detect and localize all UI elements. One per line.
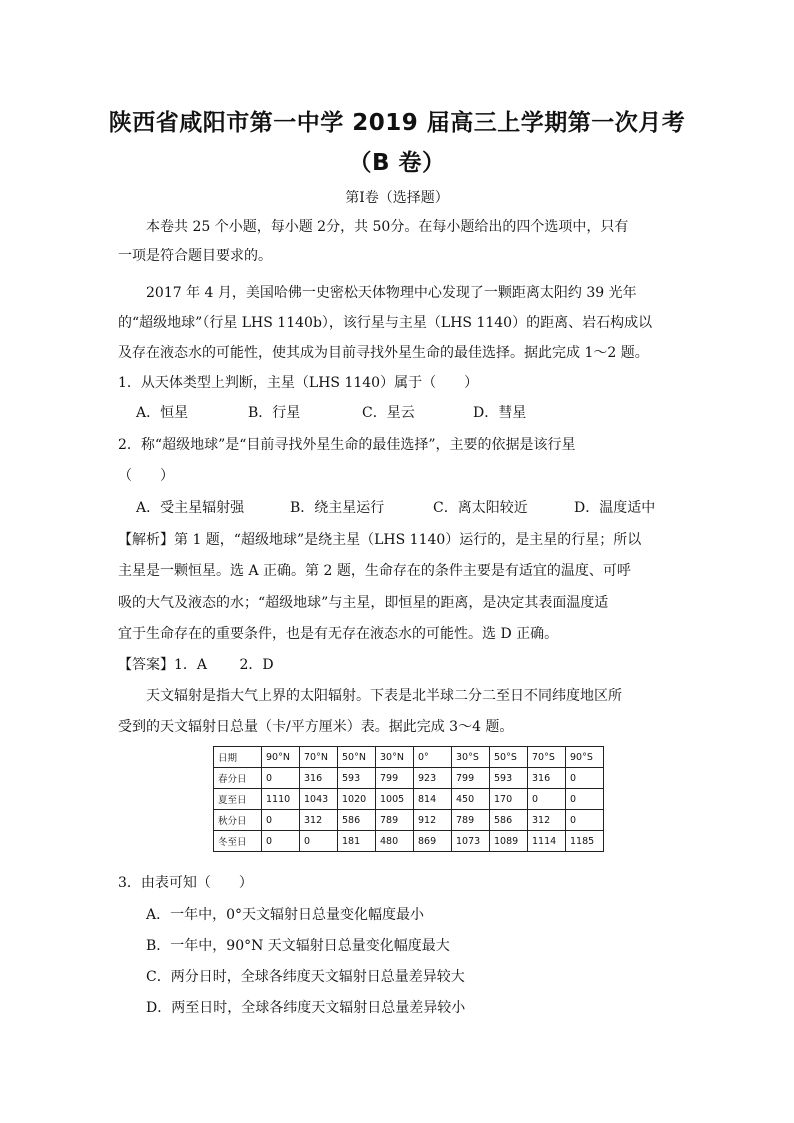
table-cell: 0 [262,768,300,789]
question-2-stem: 2．称“超级地球”是“目前寻找外星生命的最佳选择”，主要的依据是该行星 [118,437,576,453]
table-row [214,831,604,852]
table-cell: 0 [566,768,604,789]
table-cell: 450 [452,789,490,810]
option-d: D．温度适中 [574,500,656,516]
table-cell: 912 [414,810,452,831]
analysis-line-1: 【解析】第 1 题，“超级地球”是绕主星（LHS 1140）运行的，是主星的行星；所以 [118,532,642,548]
table-header-cell: 日期 [214,747,262,768]
table-cell: 1005 [376,789,414,810]
option-a: A．受主星辐射强 [136,500,245,516]
table-header-cell: 0° [414,747,452,768]
question-3-option-a: A．一年中，0°天文辐射日总量变化幅度最小 [146,907,425,923]
table-cell: 夏至日 [214,789,262,810]
exam-subtitle: （B 卷） [348,150,446,176]
table-header-cell: 30°S [452,747,490,768]
table-cell: 814 [414,789,452,810]
table-header-cell: 70°S [528,747,566,768]
exam-title: 陕西省咸阳市第一中学 2019 届高三上学期第一次月考 [108,110,686,136]
table-cell: 0 [262,831,300,852]
table-header-cell: 90°N [262,747,300,768]
table-header-cell: 70°N [300,747,338,768]
table-cell: 789 [376,810,414,831]
instructions-line-1: 本卷共 25 个小题，每小题 2分，共 50分。在每小题给出的四个选项中，只有 [146,219,629,235]
passage2-line-2: 受到的天文辐射日总量（卡/平方厘米）表。据此完成 3～4 题。 [118,719,514,735]
table-cell: 181 [338,831,376,852]
table-cell: 春分日 [214,768,262,789]
question-3-stem: 3．由表可知（ ） [118,875,253,891]
table-cell: 312 [528,810,566,831]
option-a: A．恒星 [136,405,189,421]
table-cell: 0 [300,831,338,852]
table-cell: 593 [338,768,376,789]
table-cell: 480 [376,831,414,852]
table-row [214,768,604,789]
table-cell: 0 [262,810,300,831]
table-cell: 869 [414,831,452,852]
table-cell: 1043 [300,789,338,810]
passage1-line-1: 2017 年 4 月，美国哈佛一史密松天体物理中心发现了一颗距离太阳约 39 光年 [146,285,637,301]
analysis-line-4: 宜于生命存在的重要条件，也是有无存在液态水的可能性。选 D 正确。 [118,626,559,642]
instructions-line-2: 一项是符合题目要求的。 [118,248,272,264]
analysis-line-3: 吸的大气及液态的水；“超级地球”与主星，即恒星的距离，是决定其表面温度适 [118,595,609,611]
table-cell: 799 [376,768,414,789]
table-cell: 316 [300,768,338,789]
option-c: C．离太阳较近 [433,500,528,516]
table-cell: 0 [566,810,604,831]
question-3-option-b: B．一年中，90°N 天文辐射日总量变化幅度最大 [146,938,450,954]
answer-line: 【答案】1．A 2．D [118,657,274,673]
table-cell: 789 [452,810,490,831]
question-2-stem-bracket: （ ） [118,468,174,484]
option-d: D．彗星 [473,405,527,421]
table-cell: 586 [338,810,376,831]
table-cell: 秋分日 [214,810,262,831]
question-3-option-c: C．两分日时，全球各纬度天文辐射日总量差异较大 [146,969,465,985]
passage2-line-1: 天文辐射是指大气上界的太阳辐射。下表是北半球二分二至日不同纬度地区所 [146,688,622,704]
analysis-line-2: 主星是一颗恒星。选 A 正确。第 2 题，生命存在的条件主要是有适宜的温度、可呼 [118,563,631,579]
table-cell: 316 [528,768,566,789]
table-cell: 1185 [566,831,604,852]
table-cell: 586 [490,810,528,831]
table-header-cell: 50°S [490,747,528,768]
table-cell: 冬至日 [214,831,262,852]
table-cell: 312 [300,810,338,831]
table-row [214,810,604,831]
table-cell: 0 [566,789,604,810]
table-cell: 1073 [452,831,490,852]
passage1-line-3: 及存在液态水的可能性，使其成为目前寻找外星生命的最佳选择。据此完成 1～2 题。 [118,345,649,361]
question-3-option-d: D．两至日时，全球各纬度天文辐射日总量差异较小 [146,1000,466,1016]
option-b: B．绕主星运行 [290,500,385,516]
question-1-stem: 1．从天体类型上判断，主星（LHS 1140）属于（ ） [118,375,479,391]
section-title: 第Ⅰ卷（选择题） [345,190,449,206]
radiation-table [213,746,604,852]
table-header-cell: 90°S [566,747,604,768]
table-cell: 923 [414,768,452,789]
table-header-cell: 30°N [376,747,414,768]
table-row [214,789,604,810]
table-cell: 170 [490,789,528,810]
table-cell: 593 [490,768,528,789]
table-cell: 799 [452,768,490,789]
table-header-cell: 50°N [338,747,376,768]
table-header-row [214,747,604,768]
table-cell: 1020 [338,789,376,810]
table-cell: 1114 [528,831,566,852]
option-b: B．行星 [248,405,301,421]
table-cell: 1089 [490,831,528,852]
passage1-line-2: 的“超级地球”（行星 LHS 1140b），该行星与主星（LHS 1140）的距离、岩石构成以 [118,315,653,331]
table-cell: 0 [528,789,566,810]
option-c: C．星云 [362,405,415,421]
table-cell: 1110 [262,789,300,810]
